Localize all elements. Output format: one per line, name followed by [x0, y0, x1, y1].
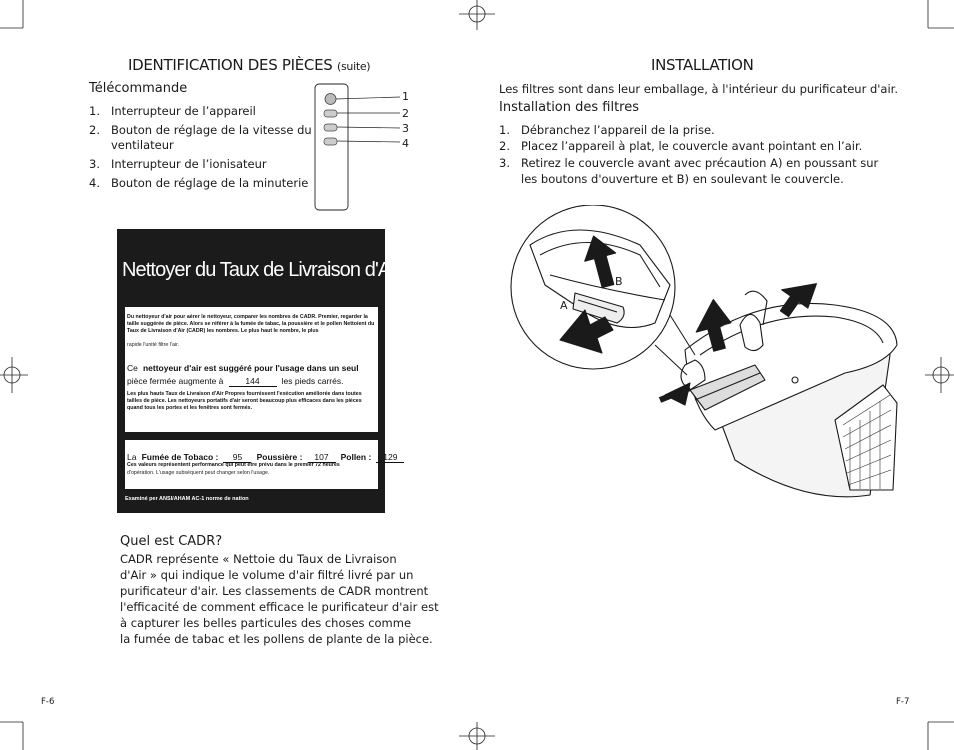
- cadr-label-title: Nettoyer du Taux de Livraison d'Air: [122, 259, 400, 281]
- callout-2: 2: [402, 107, 409, 120]
- installation-illustration: [505, 205, 900, 505]
- callout-3: 3: [402, 122, 409, 135]
- room-size-line-1: Ce nettoyeur d'air est suggéré pour l'usage dans un seul: [127, 363, 359, 373]
- list-item: 3. Interrupteur de l’ionisateur: [89, 157, 267, 171]
- cadr-label: [117, 229, 400, 513]
- list-item: 2. Bouton de réglage de la vitesse du ventilateur: [89, 123, 312, 152]
- figure-label-a: A: [560, 299, 568, 312]
- callout-1: 1: [402, 90, 409, 103]
- list-item: 3. Retirez le couvercle avant avec précaution A) en poussant sur les boutons d'ouverture et B) en soulevant le couvercle.: [499, 156, 879, 186]
- filter-heading: Installation des filtres: [499, 100, 640, 115]
- performance-note-end: d'opération. L'usage subséquent peut changer selon l'usage.: [127, 470, 270, 476]
- page-number-left: F-6: [41, 697, 55, 707]
- list-item: 4. Bouton de réglage de la minuterie: [89, 176, 309, 190]
- figure-label-b: B: [615, 275, 623, 288]
- list-item: 2. Placez l’appareil à plat, le couvercle avant pointant en l’air.: [499, 139, 863, 153]
- cadr-intro-end: rapide l'unité filtre l'air.: [127, 342, 180, 348]
- cadr-label-ratings-panel: [125, 440, 398, 489]
- cadr-label-upper-panel: [125, 307, 378, 432]
- list-item: 1. Interrupteur de l’appareil: [89, 104, 256, 118]
- ratings-row: La Fumée de Tobaco : 95 Poussière : 107 Pollen : 129: [127, 445, 404, 464]
- cadr-label-footer: Examiné per ANSI/AHAM AC-1 norme de nation: [125, 496, 249, 502]
- cadr-heading: Quel est CADR?: [120, 534, 223, 549]
- dust-value: 107: [308, 452, 336, 463]
- cadr-intro: Du nettoyeur d'air pour aérer le nettoyeur, comparer les nombres de CADR. Premier, regarder la taille suggérée de pièce. Alors se référer à la fumée de tabac, la poussière et le pollen Nettoient du Taux de Livraison d'Air (CADR) les nombres. Le plus haut le nombre, le plus: [127, 314, 375, 334]
- section-title-text: IDENTIFICATION DES PIÈCES: [128, 56, 333, 74]
- install-intro: Les filtres sont dans leur emballage, à l'intérieur du purificateur d'air.: [499, 82, 898, 96]
- section-title-suffix: (suite): [336, 60, 371, 73]
- smoke-value: 95: [223, 452, 251, 463]
- left-section-title: [128, 56, 370, 74]
- remote-heading: Télécommande: [89, 81, 188, 96]
- cadr-explanation: CADR représente « Nettoie du Taux de Livraison d'Air » qui indique le volume d'air filtré livré par un purificateur d'air. Les classements de CADR montrent l'efficacité de comment efficace le purificateur d'air est à capturer les belles particules des choses comme la fumée de tabac et les pollens de plante de la pièce.: [120, 552, 439, 646]
- performance-note: Ces valeurs représentent performance qui peut être prévu dans le premier 72 heures: [127, 462, 340, 468]
- cadr-highest-note: Les plus hauts Taux de Livraison d'Air Propres fournissent l'exécution améliorée dans toutes tailles de pièce. Les nettoyeurs portatifs d'air seront beaucoup plus efficaces dans les pièces quand tous les portes et les fenêtres sont fermés.: [127, 391, 362, 411]
- list-item: 1. Débranchez l’appareil de la prise.: [499, 123, 715, 137]
- callout-4: 4: [402, 137, 409, 150]
- page-number-right: F-7: [896, 697, 910, 707]
- pollen-value: 129: [376, 452, 404, 463]
- room-size-line-2: pièce fermée augmente à 144 les pieds carrés.: [127, 376, 344, 386]
- right-section-title: INSTALLATION: [651, 56, 754, 74]
- remote-parts-list: [89, 104, 314, 195]
- room-size-value: 144: [229, 376, 277, 387]
- install-steps: [499, 123, 884, 191]
